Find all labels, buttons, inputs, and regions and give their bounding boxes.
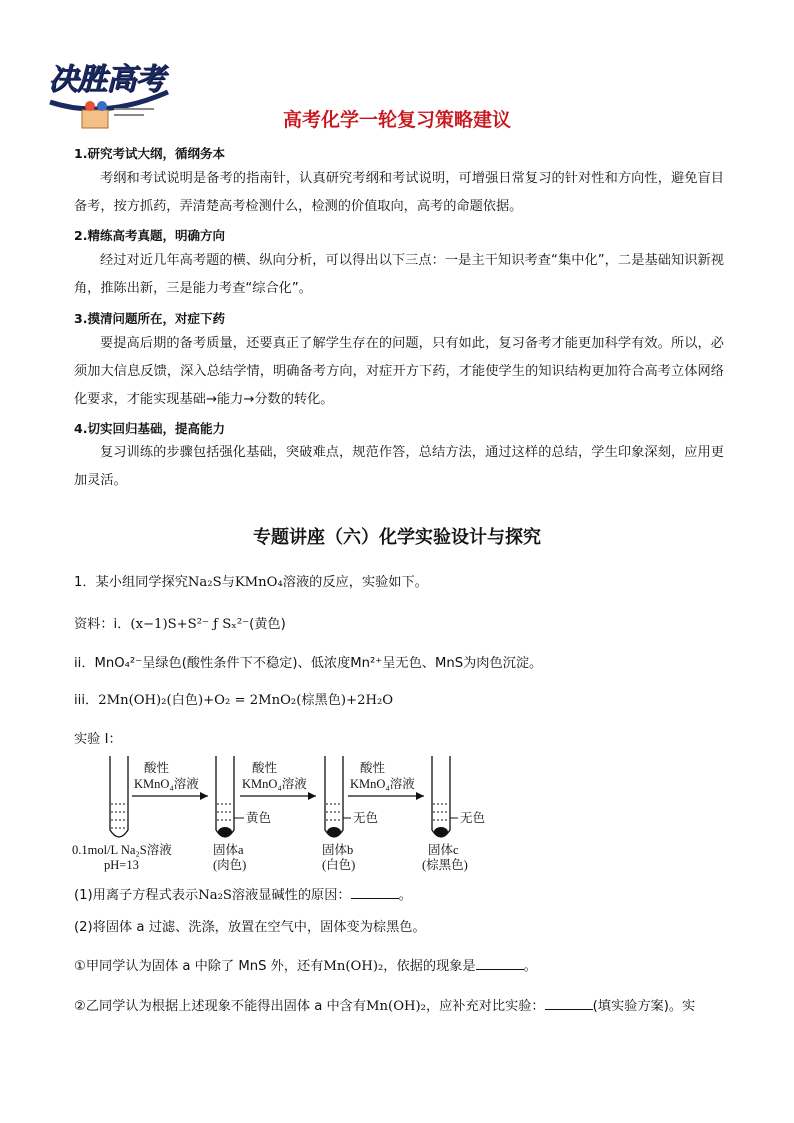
answer-blank-3[interactable]	[545, 997, 593, 1010]
q2-2-text-a: ②乙同学认为根据上述现象不能得出固体 a 中含有	[74, 999, 367, 1014]
section-body-1: 考纲和考试说明是备考的指南针，认真研究考纲和考试说明，可增强日常复习的针对性和方向性，避免盲目备考，按方抓药，弄清楚高考检测什么，检测的价值取向，高考的命题依据。	[74, 171, 724, 214]
q1-end: 。	[398, 888, 412, 903]
arrow-2-head	[308, 792, 316, 800]
q2-1-text-b: ，依据的现象是	[383, 959, 476, 974]
question-2-2	[74, 995, 695, 1014]
q1-na2s-formula: Na₂S	[198, 888, 232, 903]
q2-2-text-c: (填实验方案)。实	[592, 999, 696, 1014]
arrow2-reagent-top: 酸性	[252, 761, 278, 775]
lecture-title: 专题讲座（六）化学实验设计与探究	[253, 527, 541, 548]
question-2: (2)将固体 a 过滤、洗涤，放置在空气中，固体变为棕黑色。	[74, 920, 426, 935]
q1-text-a: (1)用离子方程式表示	[74, 888, 199, 903]
q2-1-end: 。	[523, 959, 537, 974]
tube3-label-2: (白色)	[322, 858, 356, 872]
tube4-side-label: 无色	[460, 811, 486, 825]
tube3-label-1: 固体b	[322, 843, 354, 857]
info-i-formula: (x−1)S+S²⁻ ƒ Sₓ²⁻	[130, 617, 250, 632]
na2s-formula: Na₂S	[187, 575, 222, 590]
page-title: 高考化学一轮复习策略建议	[282, 109, 511, 131]
info-iii-formula: 2Mn(OH)₂(白色)+O₂ = 2MnO₂(棕黑色)+2H₂O	[98, 693, 394, 708]
arrow1-reagent-top: 酸性	[144, 761, 170, 775]
q2-1-mnoh2-formula: Mn(OH)₂	[323, 959, 384, 974]
arrow3-reagent-top: 酸性	[360, 761, 386, 775]
arrow1-reagent-bottom: KMnO₄溶液	[134, 777, 199, 791]
question-intro-c: 溶液的反应，实验如下。	[282, 575, 428, 590]
question-intro-b: 与	[221, 575, 235, 590]
info-label: 资料：i．	[74, 617, 131, 632]
tube4-label-1: 固体c	[428, 843, 459, 857]
q2-2-mnoh2-formula: Mn(OH)₂	[366, 999, 426, 1014]
tube2-label-2: (肉色)	[213, 858, 247, 872]
tube4-label-2: (棕黑色)	[422, 858, 468, 872]
test-tube-3	[325, 756, 343, 837]
question-intro-a: 1．某小组同学探究	[74, 575, 188, 590]
question-1	[74, 884, 412, 903]
section-body-4: 复习训练的步骤包括强化基础，突破难点，规范作答，总结方法，通过这样的总结，学生印象深刻，应用更加灵活。	[74, 445, 724, 488]
section-heading-2: 2.精练高考真题，明确方向	[74, 228, 225, 243]
test-tube-2	[216, 756, 234, 837]
section-heading-3: 3.摸清问题所在，对症下药	[74, 311, 225, 326]
tube1-label-2: pH=13	[104, 858, 139, 872]
arrow-3-head	[416, 792, 424, 800]
tube3-side-label: 无色	[353, 811, 379, 825]
info-iii	[74, 689, 393, 708]
arrow3-reagent-bottom: KMnO₄溶液	[350, 777, 415, 791]
tube2-side-label: 黄色	[246, 811, 272, 825]
test-tube-4	[432, 756, 450, 837]
tube2-label-1: 固体a	[213, 843, 244, 857]
info-iii-prefix: iii．	[74, 693, 99, 708]
info-i	[74, 613, 286, 632]
section-body-2: 经过对近几年高考题的横、纵向分析，可以得出以下三点：一是主干知识考查“集中化”，二是基础知识新视角，推陈出新，三是能力考查“综合化”。	[74, 253, 724, 296]
section-heading-4: 4.切实回归基础，提高能力	[74, 421, 225, 436]
arrow-1-head	[200, 792, 208, 800]
q1-text-b: 溶液显碱性的原因：	[231, 888, 351, 903]
experiment-label: 实验 I：	[74, 732, 122, 747]
section-body-3: 要提高后期的备考质量，还要真正了解学生存在的问题，只有如此，复习备考才能更加科学有效。所以，必须加大信息反馈，深入总结学情，明确备考方向，对症开方下药，才能使学生的知识结构更加符合高考立体网络化要求，才能实现基础→能力→分数的转化。	[74, 336, 724, 407]
section-heading-1: 1.研究考试大纲，循纲务本	[74, 146, 225, 161]
arrow2-reagent-bottom: KMnO₄溶液	[242, 777, 307, 791]
kmno4-formula: KMnO₄	[234, 575, 283, 590]
answer-blank-1[interactable]	[351, 886, 399, 899]
info-i-color: (黄色)	[249, 617, 286, 632]
q2-2-text-b: ，应补充对比实验：	[425, 999, 545, 1014]
info-ii: ii．MnO₄²⁻呈绿色(酸性条件下不稳定)、低浓度Mn²⁺呈无色、MnS为肉色沉淀。	[74, 656, 543, 671]
question-2-1	[74, 955, 537, 974]
q2-1-text-a: ①甲同学认为固体 a 中除了 MnS 外，还有	[74, 959, 324, 974]
question-intro	[74, 571, 428, 590]
answer-blank-2[interactable]	[476, 957, 524, 970]
logo-text: 决胜高考	[48, 62, 164, 97]
test-tube-1	[110, 756, 128, 837]
experiment-diagram	[66, 752, 506, 880]
tube1-label-1: 0.1mol/L Na₂S溶液	[72, 843, 172, 857]
